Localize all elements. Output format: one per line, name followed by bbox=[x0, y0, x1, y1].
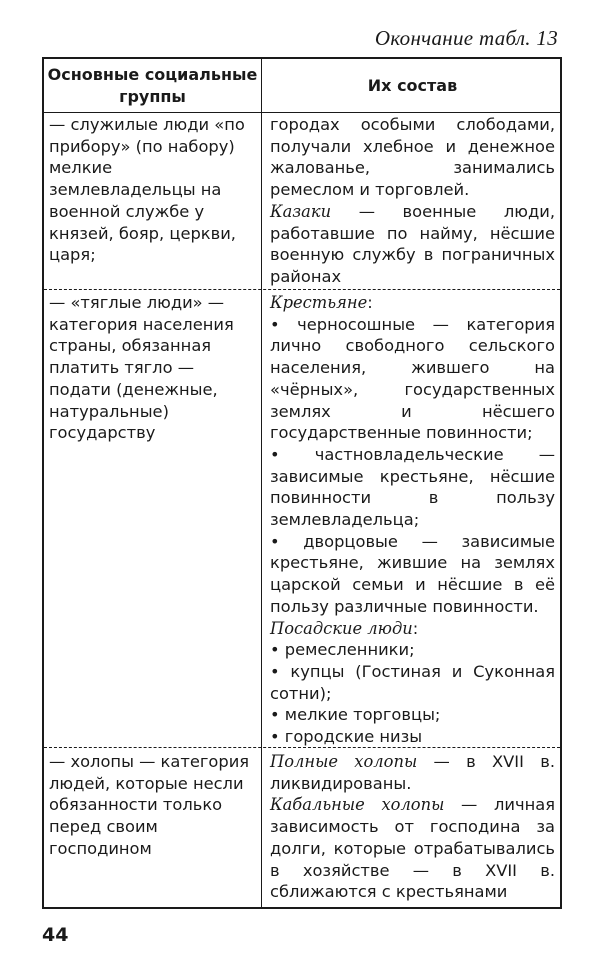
row1-cossacks-desc: — военные люди, работавшие по найму, нёсшие военную службу в пограничных районах bbox=[270, 201, 555, 286]
header-composition: Их состав bbox=[367, 75, 458, 95]
header-groups: Основные социальные группы bbox=[47, 64, 258, 106]
row2-term-townspeople: Посадские люди: bbox=[270, 618, 419, 638]
list-item: • частновладельческие — зависимые крестьяне, нёсшие повинности в пользу землевладельца; bbox=[270, 444, 555, 531]
row3-group: — холопы — категория людей, которые несли обязанности только перед своим господином bbox=[49, 752, 250, 858]
list-item: • мелкие торговцы; bbox=[270, 704, 555, 726]
list-item: • ремесленники; bbox=[270, 639, 555, 661]
row1-group: — служилые люди «по прибору» (по набору) мелкие землевладельцы на военной службе у князей, бояр, церкви, царя; bbox=[49, 115, 245, 265]
header-divider bbox=[44, 112, 560, 113]
row3-text-1: Полные холопы — в XVII в. ликвидированы. bbox=[270, 752, 555, 793]
row1-text-2 bbox=[270, 201, 555, 288]
row3-text-2: Кабальные холопы — личная зависимость от господина за долги, которые отрабатывались в хозяйстве — в XVII в. сближаются с крестьянами bbox=[270, 795, 555, 902]
page-number: 44 bbox=[42, 924, 69, 946]
term-cossacks: Казаки bbox=[270, 201, 332, 221]
list-item: • купцы (Гостиная и Суконная сотни); bbox=[270, 661, 555, 704]
row2-composition bbox=[270, 292, 555, 748]
row1-composition bbox=[270, 114, 555, 288]
table-caption: Окончание табл. 13 bbox=[374, 26, 558, 50]
row3-composition bbox=[270, 751, 555, 903]
row-divider-1 bbox=[44, 289, 560, 290]
list-item: • городские низы bbox=[270, 726, 555, 748]
row2-group: — «тяглые люди» — категория населения страны, обязанная платить тягло — подати (денежные, натуральные) государству bbox=[49, 293, 234, 443]
social-groups-table bbox=[42, 57, 562, 909]
list-item: • черносошные — категория лично свободного сельского населения, жившего на «чёрных», государственных землях и нёсшего государственные повинности; bbox=[270, 314, 555, 444]
row2-term-peasants: Крестьяне: bbox=[270, 293, 373, 312]
list-item: • дворцовые — зависимые крестьяне, жившие на землях царской семьи и нёсшие в её пользу различные повинности. bbox=[270, 531, 555, 618]
column-divider bbox=[261, 59, 262, 907]
row1-text-1: городах особыми слободами, получали хлебное и денежное жалованье, занимались ремеслом и торговлей. bbox=[270, 115, 555, 200]
